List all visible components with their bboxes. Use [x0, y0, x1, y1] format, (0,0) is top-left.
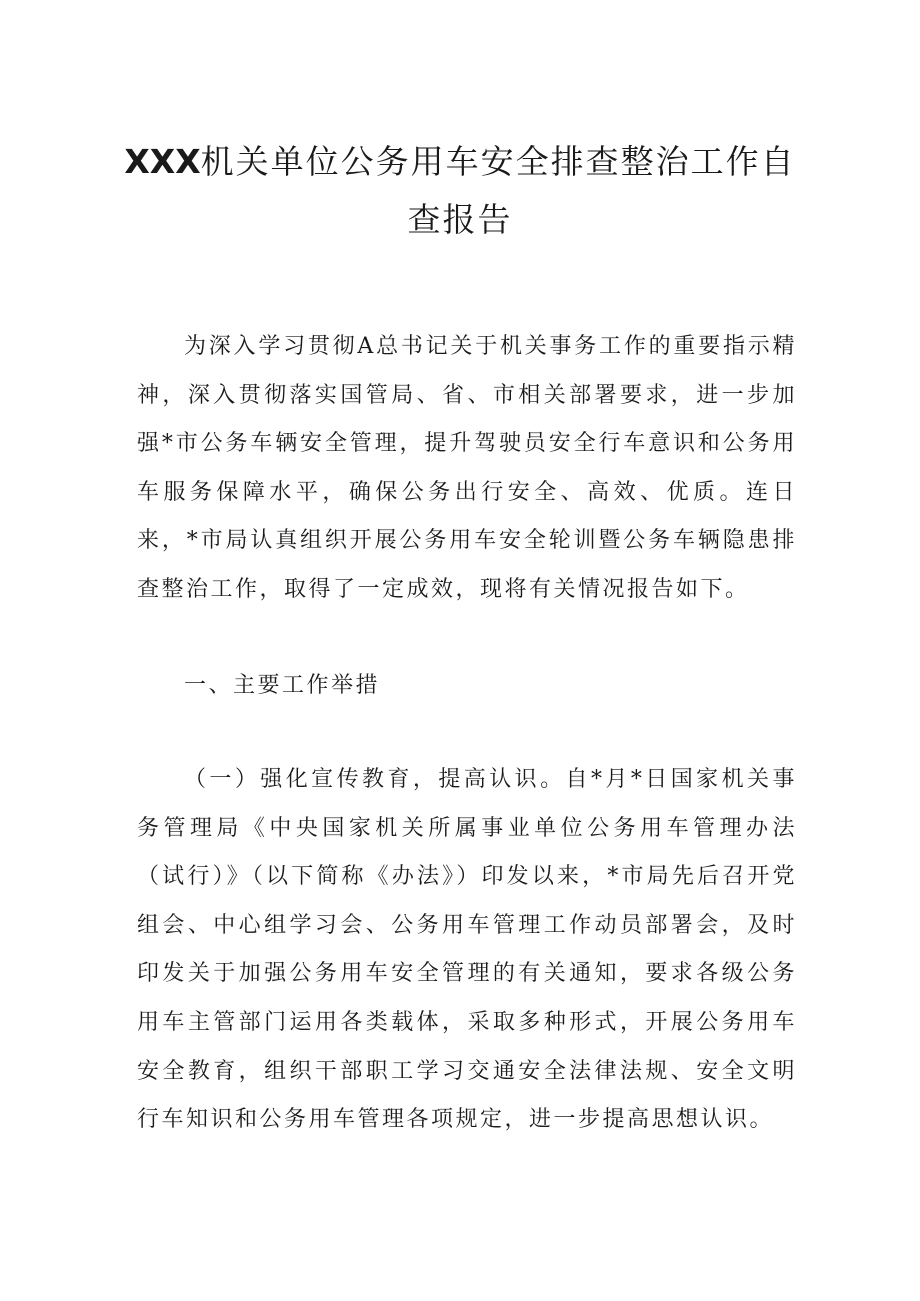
section-heading-main-measures: 一、主要工作举措 — [184, 673, 381, 698]
document-title-line-2: 查报告 — [407, 200, 513, 239]
title-line-1-text: 机关单位公务用车安全排查整治工作自 — [200, 142, 796, 181]
document-title-line-1 — [120, 134, 800, 190]
title-prefix: XXX — [124, 142, 201, 181]
intro-paragraph: 为深入学习贯彻A总书记关于机关事务工作的重要指示精神，深入贯彻落实国管局、省、市相关部署要求，进一步加强*市公务车辆安全管理，提升驾驶员安全行车意识和公务用车服务保障水平，确保公务出行安全、高效、优质。连日来，*市局认真组织开展公务用车安全轮训暨公务车辆隐患排查整治工作，取得了一定成效，现将有关情况报告如下。 — [137, 334, 797, 602]
subsection-paragraph-education: （一）强化宣传教育，提高认识。自*月*日国家机关事务管理局《中央国家机关所属事业单位公务用车管理办法（试行）》（以下简称《办法》）印发以来，*市局先后召开党组会、中心组学习会、公务用车管理工作动员部署会，及时印发关于加强公务用车安全管理的有关通知，要求各级公务用车主管部门运用各类载体，采取多种形式，开展公务用车安全教育，组织干部职工学习交通安全法律法规、安全文明行车知识和公务用车管理各项规定，进一步提高思想认识。 — [137, 767, 797, 1133]
